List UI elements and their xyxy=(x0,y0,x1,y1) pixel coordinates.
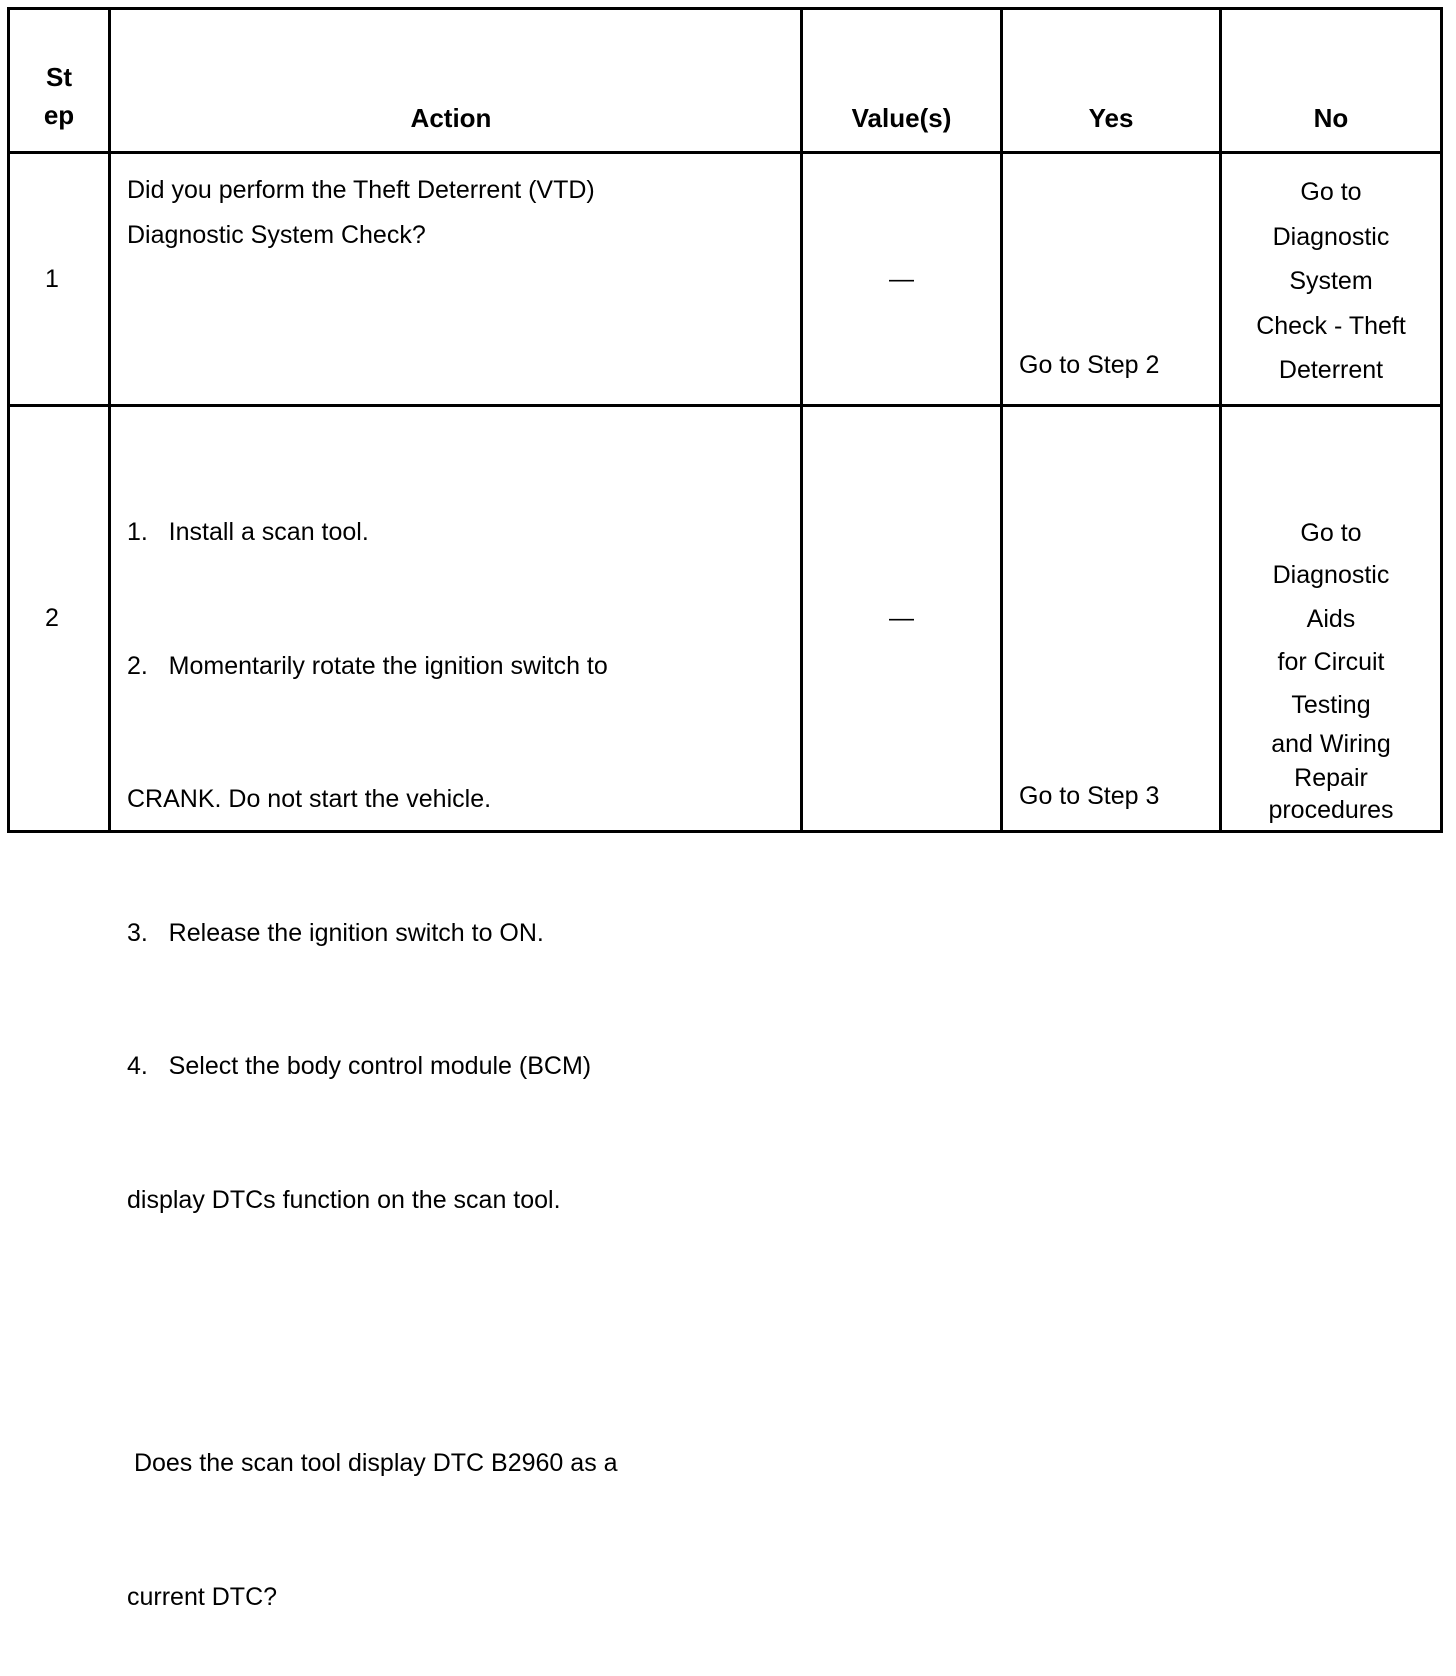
value-cell: — xyxy=(889,264,914,293)
action-line: current DTC? xyxy=(127,1582,278,1611)
action-line: CRANK. Do not start the vehicle. xyxy=(127,785,492,813)
action-line: 1. Install a scan tool. xyxy=(127,518,369,546)
header-values: Value(s) xyxy=(851,103,952,133)
yes-link[interactable]: Go to Step 2 xyxy=(1019,351,1160,379)
no-line: Go to xyxy=(1300,178,1362,206)
action-line: 3. Release the ignition switch to ON. xyxy=(127,918,544,947)
header-divider xyxy=(7,151,1443,154)
value-cell: — xyxy=(889,604,914,632)
no-line: Aids xyxy=(1306,605,1356,633)
no-line: Diagnostic xyxy=(1272,222,1390,251)
row-divider xyxy=(7,404,1443,407)
no-line: procedures xyxy=(1268,796,1394,824)
no-link[interactable] xyxy=(1222,512,1440,826)
step-number: 2 xyxy=(45,604,59,632)
action-line: Diagnostic System Check? xyxy=(127,220,426,249)
diagnostic-table xyxy=(7,7,1443,1611)
no-line: for Circuit xyxy=(1277,648,1385,676)
action-line: 4. Select the body control module (BCM) xyxy=(127,1052,592,1080)
no-line: Diagnostic xyxy=(1272,561,1390,589)
action-line xyxy=(127,1311,797,1352)
no-link[interactable] xyxy=(1222,170,1440,393)
action-line: Did you perform the Theft Deterrent (VTD) xyxy=(127,176,595,204)
header-no: No xyxy=(1313,103,1349,133)
no-line: Repair xyxy=(1294,764,1368,792)
no-line: Deterrent xyxy=(1278,356,1384,384)
action-line: 2. Momentarily rotate the ignition switch to xyxy=(127,651,608,680)
no-line: System xyxy=(1289,267,1373,295)
step-number: 1 xyxy=(45,264,59,293)
action-text xyxy=(127,421,797,1676)
header-step: St ep xyxy=(43,62,75,130)
action-text xyxy=(127,168,797,257)
no-line: Check - Theft xyxy=(1256,311,1406,340)
yes-link[interactable]: Go to Step 3 xyxy=(1019,782,1160,810)
table-border-right xyxy=(1440,7,1443,833)
action-line: display DTCs function on the scan tool. xyxy=(127,1185,561,1214)
header-yes: Yes xyxy=(1088,103,1134,133)
no-line: Testing xyxy=(1291,691,1371,719)
action-line: Does the scan tool display DTC B2960 as a xyxy=(127,1449,618,1477)
no-line: Go to xyxy=(1300,519,1362,547)
no-line: and Wiring xyxy=(1271,730,1391,758)
header-action: Action xyxy=(410,103,492,133)
